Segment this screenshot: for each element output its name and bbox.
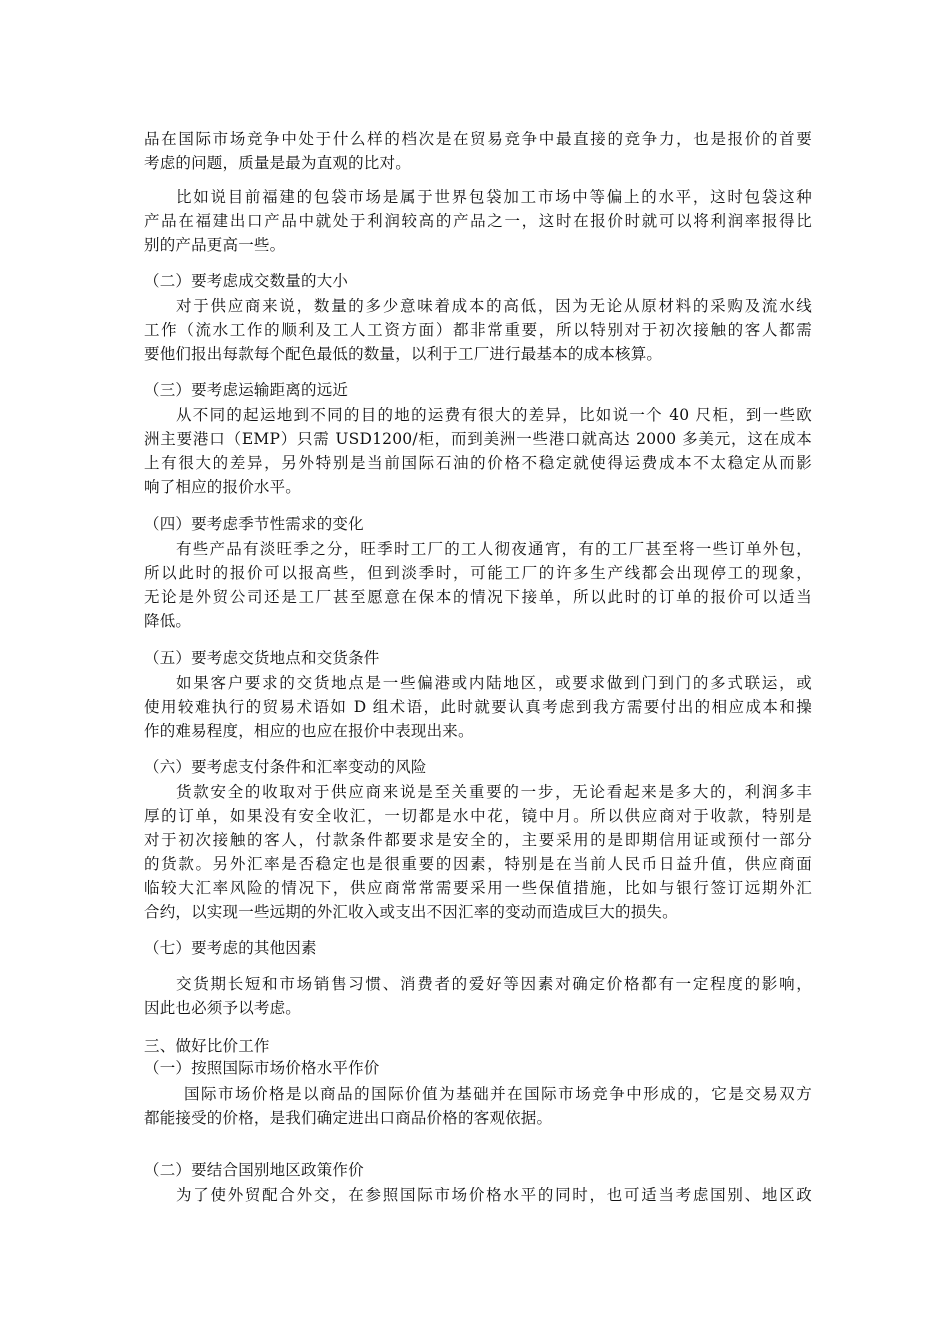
- paragraph-line: 考虑的问题，质量是最为直观的比对。: [144, 154, 411, 172]
- paragraph-line: 厚的订单，如果没有安全收汇，一切都是水中花，镜中月。所以供应商对于收款，特别是: [144, 807, 812, 825]
- paragraph-line: 别的产品更高一些。: [144, 236, 286, 254]
- paragraph-line: 洲主要港口（EMP）只需 USD1200/柜，而到美洲一些港口就高达 2000 多美元，这在成本: [144, 430, 812, 448]
- paragraph-line: 所以此时的报价可以报高些，但到淡季时，可能工厂的许多生产线都会出现停工的现象，: [144, 564, 812, 582]
- paragraph-line: 工作（流水工作的顺利及工人工资方面）都非常重要，所以特别对于初次接触的客人都需: [144, 321, 812, 339]
- paragraph-line: 无论是外贸公司还是工厂甚至愿意在保本的情况下接单，所以此时的订单的报价可以适当: [144, 588, 812, 606]
- subsection-heading: （七）要考虑的其他因素: [144, 939, 317, 957]
- paragraph-line: 品在国际市场竞争中处于什么样的档次是在贸易竞争中最直接的竞争力，也是报价的首要: [144, 130, 812, 148]
- paragraph-line: 货款安全的收取对于供应商来说是至关重要的一步，无论看起来是多大的，利润多丰: [176, 783, 812, 801]
- subsection-heading: （一）按照国际市场价格水平作价: [144, 1059, 380, 1077]
- subsection-heading: （六）要考虑支付条件和汇率变动的风险: [144, 758, 427, 776]
- paragraph-line: 临较大汇率风险的情况下，供应商常常需要采用一些保值措施，比如与银行签订远期外汇: [144, 879, 812, 897]
- paragraph-line: 产品在福建出口产品中就处于利润较高的产品之一，这时在报价时就可以将利润率报得比: [144, 212, 812, 230]
- paragraph-line: 交货期长短和市场销售习惯、消费者的爱好等因素对确定价格都有一定程度的影响，: [176, 975, 812, 993]
- paragraph-line: 合约，以实现一些远期的外汇收入或支出不因汇率的变动而造成巨大的损失。: [144, 903, 678, 921]
- paragraph-line: 作的难易程度，相应的也应在报价中表现出来。: [144, 722, 474, 740]
- paragraph-line: 降低。: [144, 612, 192, 630]
- subsection-heading: （二）要结合国别地区政策作价: [144, 1161, 364, 1179]
- subsection-heading: （五）要考虑交货地点和交货条件: [144, 649, 380, 667]
- subsection-heading: （四）要考虑季节性需求的变化: [144, 515, 364, 533]
- paragraph-line: 要他们报出每款每个配色最低的数量，以利于工厂进行最基本的成本核算。: [144, 345, 663, 363]
- section-heading: 三、做好比价工作: [144, 1037, 270, 1055]
- paragraph-line: 国际市场价格是以商品的国际价值为基础并在国际市场竞争中形成的，它是交易双方: [184, 1085, 812, 1103]
- subsection-heading: （二）要考虑成交数量的大小: [144, 272, 349, 290]
- paragraph-line: 对于供应商来说，数量的多少意味着成本的高低，因为无论从原材料的采购及流水线: [176, 297, 812, 315]
- paragraph-line: 对于初次接触的客人，付款条件都要求是安全的，主要采用的是即期信用证或预付一部分: [144, 831, 812, 849]
- paragraph-line: 比如说目前福建的包袋市场是属于世界包袋加工市场中等偏上的水平，这时包袋这种: [176, 188, 812, 206]
- paragraph-line: 都能接受的价格，是我们确定进出口商品价格的客观依据。: [144, 1109, 553, 1127]
- paragraph-line: 如果客户要求的交货地点是一些偏港或内陆地区，或要求做到门到门的多式联运，或: [176, 674, 812, 692]
- paragraph-line: 为了使外贸配合外交，在参照国际市场价格水平的同时，也可适当考虑国别、地区政: [176, 1186, 812, 1204]
- paragraph-line: 的货款。另外汇率是否稳定也是很重要的因素，特别是在当前人民币日益升值，供应商面: [144, 855, 812, 873]
- paragraph-line: 响了相应的报价水平。: [144, 478, 302, 496]
- paragraph-line: 使用较难执行的贸易术语如 D 组术语，此时就要认真考虑到我方需要付出的相应成本和操: [144, 698, 812, 716]
- paragraph-line: 上有很大的差异，另外特别是当前国际石油的价格不稳定就使得运费成本不太稳定从而影: [144, 454, 812, 472]
- paragraph-line: 从不同的起运地到不同的目的地的运费有很大的差异，比如说一个 40 尺柜，到一些欧: [176, 406, 812, 424]
- paragraph-line: 因此也必须予以考虑。: [144, 999, 302, 1017]
- paragraph-line: 有些产品有淡旺季之分，旺季时工厂的工人彻夜通宵，有的工厂甚至将一些订单外包，: [176, 540, 812, 558]
- subsection-heading: （三）要考虑运输距离的远近: [144, 381, 349, 399]
